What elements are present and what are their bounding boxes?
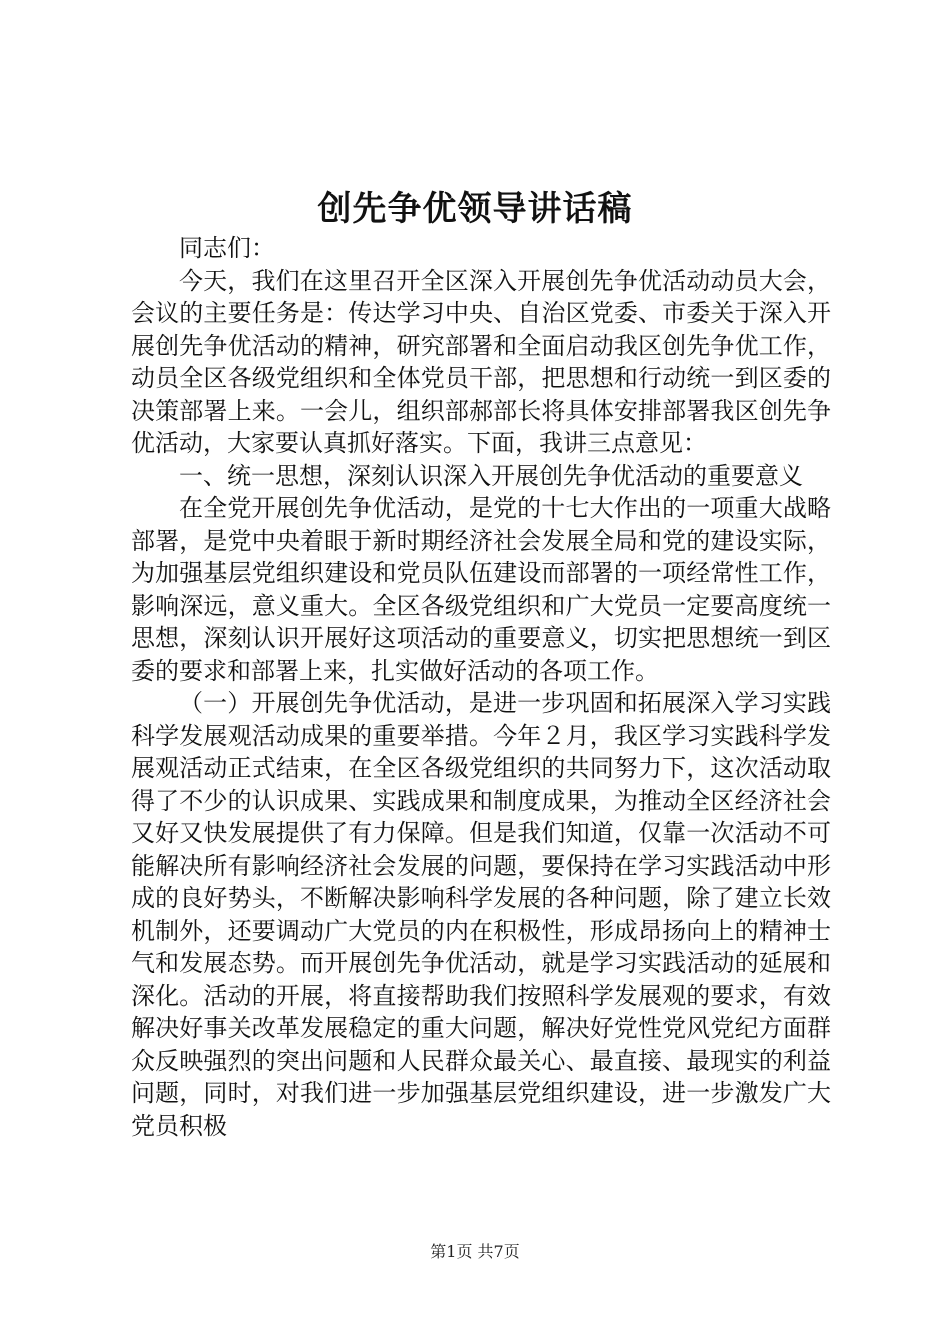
document-title: 创先争优领导讲话稿	[317, 189, 633, 229]
paragraph-section-1: 在全党开展创先争优活动，是党的十七大作出的一项重大战略部署，是党中央着眼于新时期经济社会发展全局和党的建设实际，为加强基层党组织建设和党员队伍建设而部署的一项经常性工作，影响深远，意义重大。全区各级党组织和广大党员一定要高度统一思想，深刻认识开展好这项活动的重要意义，切实把思想统一到区委的要求和部署上来，扎实做好活动的各项工作。	[131, 494, 831, 685]
section-heading-1: 一、统一思想，深刻认识深入开展创先争优活动的重要意义	[179, 461, 803, 490]
page-number-footer: 第1页 共7页	[430, 1242, 520, 1261]
salutation: 同志们：	[179, 234, 275, 262]
paragraph-intro: 今天，我们在这里召开全区深入开展创先争优活动动员大会，会议的主要任务是：传达学习中央、自治区党委、市委关于深入开展创先争优活动的精神，研究部署和全面启动我区创先争优工作，动员全区各级党组织和全体党员干部，把思想和行动统一到区委的决策部署上来。一会儿，组织部郝部长将具体安排部署我区创先争优活动，大家要认真抓好落实。下面，我讲三点意见：	[131, 266, 831, 457]
document-body	[131, 232, 831, 1142]
paragraph-subsection-1: （一）开展创先争优活动，是进一步巩固和拓展深入学习实践科学发展观活动成果的重要举措。今年２月，我区学习实践科学发展观活动正式结束，在全区各级党组织的共同努力下，这次活动取得了不少的认识成果、实践成果和制度成果，为推动全区经济社会又好又快发展提供了有力保障。但是我们知道，仅靠一次活动不可能解决所有影响经济社会发展的问题，要保持在学习实践活动中形成的良好势头，不断解决影响科学发展的各种问题，除了建立长效机制外，还要调动广大党员的内在积极性，形成昂扬向上的精神士气和发展态势。而开展创先争优活动，就是学习实践活动的延展和深化。活动的开展，将直接帮助我们按照科学发展观的要求，有效解决好事关改革发展稳定的重大问题，解决好党性党风党纪方面群众反映强烈的突出问题和人民群众最关心、最直接、最现实的利益问题，同时，对我们进一步加强基层党组织建设，进一步激发广大党员积极	[131, 689, 831, 1140]
